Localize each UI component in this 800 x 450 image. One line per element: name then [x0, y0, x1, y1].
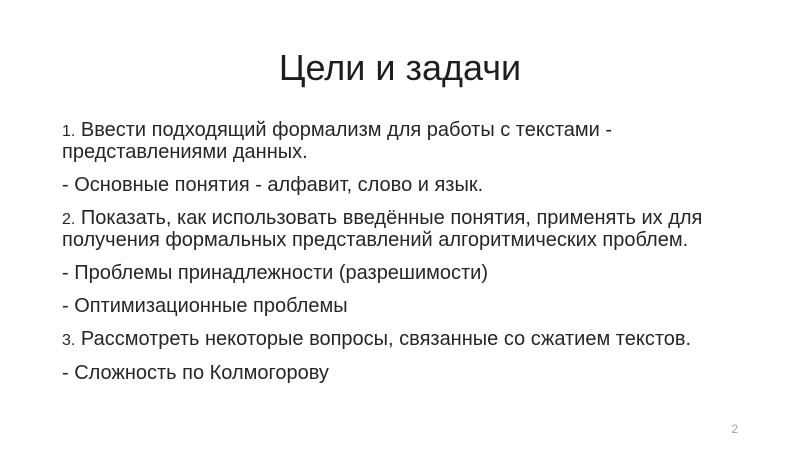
item-number: 2. [62, 211, 76, 228]
item-text: Ввести подходящий формализм для работы с текстами - представлениями данных. [62, 119, 613, 163]
list-item-goal-1 [62, 120, 752, 163]
item-number: 1. [62, 123, 76, 140]
list-item-goal-3 [62, 329, 752, 351]
item-text: - Сложность по Колмогорову [62, 362, 329, 384]
item-text: - Основные понятия - алфавит, слово и язык. [62, 174, 484, 196]
item-text: Показать, как использовать введённые понятия, применять их для получения формальных представлений алгоритмических проблем. [62, 207, 703, 251]
list-item-kolmogorov-complexity [62, 363, 752, 384]
slide-title: Цели и задачи [278, 47, 522, 88]
list-item-basic-concepts [62, 175, 752, 196]
item-text: - Оптимизационные проблемы [62, 295, 348, 317]
item-text: Рассмотреть некоторые вопросы, связанные со сжатием текстов. [75, 328, 692, 350]
page-number: 2 [731, 422, 738, 436]
list-item-membership-problems [62, 263, 752, 284]
slide-content-list [62, 120, 752, 396]
item-text: - Проблемы принадлежности (разрешимости) [62, 262, 489, 284]
item-number: 3. [62, 332, 76, 349]
list-item-goal-2 [62, 208, 752, 251]
list-item-optimization-problems [62, 296, 752, 317]
